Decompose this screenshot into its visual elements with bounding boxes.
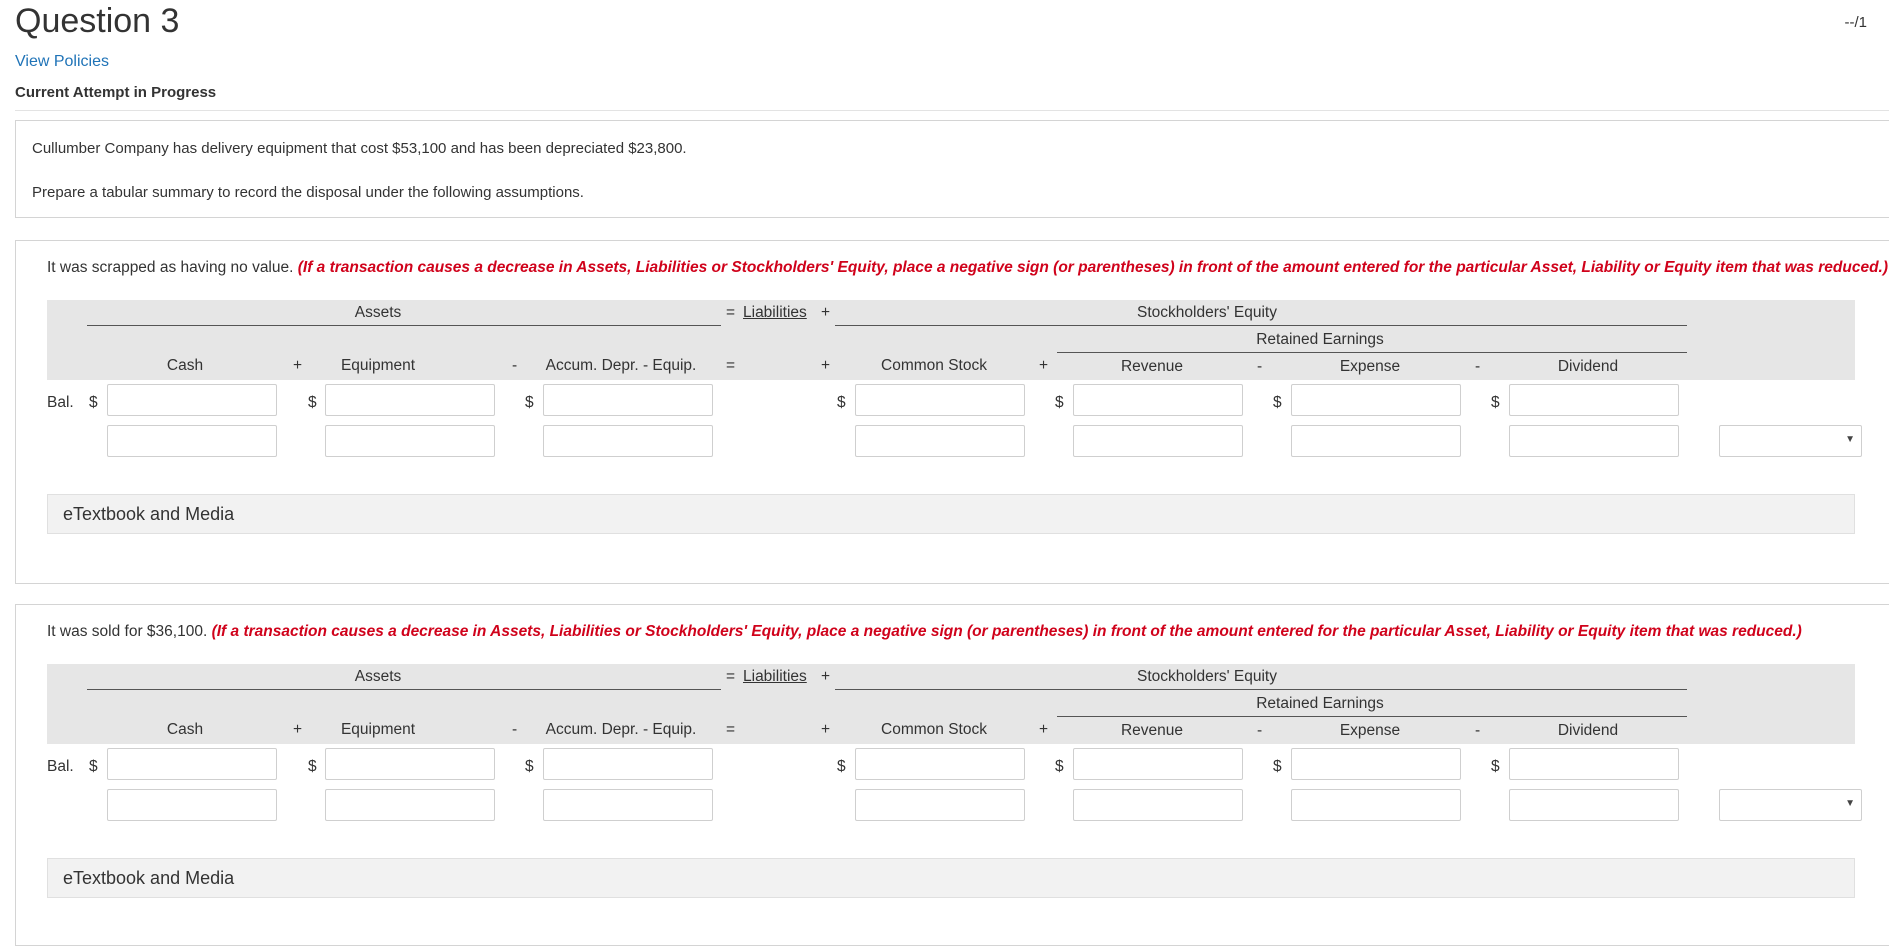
chevron-down-icon: ▼ bbox=[1845, 798, 1855, 809]
etextbook-media-label: eTextbook and Media bbox=[63, 504, 235, 524]
equipment-input[interactable] bbox=[325, 748, 495, 780]
header-cash: Cash bbox=[166, 357, 204, 374]
accum-depr-input[interactable] bbox=[543, 748, 713, 780]
dividend-input[interactable] bbox=[1509, 748, 1679, 780]
header-cash: Cash bbox=[166, 721, 204, 738]
score: --/1 bbox=[1844, 14, 1867, 31]
op-minus: - bbox=[1257, 358, 1263, 375]
view-policies-link[interactable]: View Policies bbox=[15, 53, 109, 70]
revenue-input[interactable] bbox=[1073, 425, 1243, 457]
op-plus: + bbox=[821, 357, 831, 374]
op-plus: + bbox=[293, 721, 303, 738]
header-plus: + bbox=[821, 668, 831, 685]
table-header bbox=[47, 664, 1855, 744]
scenario-text: It was sold for $36,100. bbox=[47, 623, 208, 640]
question-title: Question 3 bbox=[15, 2, 180, 40]
negative-sign-note: (If a transaction causes a decrease in Assets, Liabilities or Stockholders' Equity, place a negative sign (or parentheses) in front of the amount entered for the particular Asset, Liability or Equity item that was reduced.) bbox=[297, 259, 1888, 276]
question-intro bbox=[15, 120, 1889, 218]
header-assets: Assets bbox=[354, 668, 402, 685]
dollar-sign: $ bbox=[1273, 394, 1282, 411]
scenario-text: It was scrapped as having no value. bbox=[47, 259, 294, 276]
header-revenue: Revenue bbox=[1120, 358, 1184, 375]
header-common-stock: Common Stock bbox=[881, 721, 987, 738]
etextbook-media[interactable] bbox=[47, 858, 1855, 898]
header-equals: = bbox=[726, 304, 736, 321]
dollar-sign: $ bbox=[837, 758, 846, 775]
part-1-instruction bbox=[47, 259, 1888, 277]
bal-label: Bal. bbox=[47, 394, 74, 411]
op-plus: + bbox=[821, 721, 831, 738]
assets-underline bbox=[87, 325, 721, 326]
header-equipment: Equipment bbox=[340, 357, 416, 374]
op-plus: + bbox=[293, 357, 303, 374]
equipment-input[interactable] bbox=[325, 789, 495, 821]
dollar-sign: $ bbox=[308, 758, 317, 775]
accum-depr-input[interactable] bbox=[543, 425, 713, 457]
op-minus: - bbox=[1475, 722, 1481, 739]
cash-input[interactable] bbox=[107, 384, 277, 416]
part-1 bbox=[15, 240, 1889, 584]
common-stock-input[interactable] bbox=[855, 748, 1025, 780]
dollar-sign: $ bbox=[89, 394, 98, 411]
account-type-select[interactable] bbox=[1719, 789, 1862, 821]
cash-input[interactable] bbox=[107, 789, 277, 821]
tabular-summary bbox=[47, 664, 1855, 824]
expense-input[interactable] bbox=[1291, 789, 1461, 821]
header-liabilities: Liabilities bbox=[743, 304, 807, 321]
common-stock-input[interactable] bbox=[855, 425, 1025, 457]
cash-input[interactable] bbox=[107, 748, 277, 780]
chevron-down-icon: ▼ bbox=[1845, 434, 1855, 445]
revenue-input[interactable] bbox=[1073, 384, 1243, 416]
attempt-status: Current Attempt in Progress bbox=[15, 84, 217, 101]
header-retained-earnings: Retained Earnings bbox=[1256, 331, 1384, 348]
header-dividend: Dividend bbox=[1557, 358, 1619, 375]
expense-input[interactable] bbox=[1291, 748, 1461, 780]
header-liabilities: Liabilities bbox=[743, 668, 807, 685]
header-stockholders-equity: Stockholders' Equity bbox=[1137, 304, 1277, 321]
op-minus: - bbox=[1257, 722, 1263, 739]
header-dividend: Dividend bbox=[1557, 722, 1619, 739]
dollar-sign: $ bbox=[89, 758, 98, 775]
header-expense: Expense bbox=[1339, 722, 1401, 739]
header-plus: + bbox=[821, 304, 831, 321]
negative-sign-note: (If a transaction causes a decrease in Assets, Liabilities or Stockholders' Equity, place a negative sign (or parentheses) in front of the amount entered for the particular Asset, Liability or Equity item that was reduced.) bbox=[211, 623, 1802, 640]
etextbook-media[interactable] bbox=[47, 494, 1855, 534]
accum-depr-input[interactable] bbox=[543, 384, 713, 416]
dollar-sign: $ bbox=[525, 394, 534, 411]
dollar-sign: $ bbox=[1491, 394, 1500, 411]
op-minus: - bbox=[512, 721, 518, 738]
assets-underline bbox=[87, 689, 721, 690]
etextbook-media-label: eTextbook and Media bbox=[63, 868, 235, 888]
header-revenue: Revenue bbox=[1120, 722, 1184, 739]
header-assets: Assets bbox=[354, 304, 402, 321]
dividend-input[interactable] bbox=[1509, 789, 1679, 821]
re-underline bbox=[1057, 716, 1687, 717]
se-underline bbox=[835, 689, 1687, 690]
se-underline bbox=[835, 325, 1687, 326]
part-2-instruction bbox=[47, 623, 1802, 641]
expense-input[interactable] bbox=[1291, 384, 1461, 416]
op-minus: - bbox=[512, 357, 518, 374]
revenue-input[interactable] bbox=[1073, 789, 1243, 821]
op-plus: + bbox=[1039, 721, 1049, 738]
account-type-select[interactable] bbox=[1719, 425, 1862, 457]
dollar-sign: $ bbox=[837, 394, 846, 411]
op-minus: - bbox=[1475, 358, 1481, 375]
header-accum-depr: Accum. Depr. - Equip. bbox=[545, 721, 697, 738]
re-underline bbox=[1057, 352, 1687, 353]
dollar-sign: $ bbox=[1055, 758, 1064, 775]
equipment-input[interactable] bbox=[325, 425, 495, 457]
header-equals: = bbox=[726, 668, 736, 685]
header-equipment: Equipment bbox=[340, 721, 416, 738]
header-accum-depr: Accum. Depr. - Equip. bbox=[545, 357, 697, 374]
op-plus: + bbox=[1039, 357, 1049, 374]
part-2 bbox=[15, 604, 1889, 946]
op-equals: = bbox=[726, 721, 736, 738]
equipment-input[interactable] bbox=[325, 384, 495, 416]
bal-label: Bal. bbox=[47, 758, 74, 775]
cash-input[interactable] bbox=[107, 425, 277, 457]
header-expense: Expense bbox=[1339, 358, 1401, 375]
intro-line-1: Cullumber Company has delivery equipment that cost $53,100 and has been depreciated $23,800. bbox=[32, 140, 687, 157]
header-stockholders-equity: Stockholders' Equity bbox=[1137, 668, 1277, 685]
dollar-sign: $ bbox=[525, 758, 534, 775]
header-retained-earnings: Retained Earnings bbox=[1256, 695, 1384, 712]
dividend-input[interactable] bbox=[1509, 425, 1679, 457]
table-header bbox=[47, 300, 1855, 380]
divider bbox=[15, 110, 1889, 111]
dividend-input[interactable] bbox=[1509, 384, 1679, 416]
header-common-stock: Common Stock bbox=[881, 357, 987, 374]
common-stock-input[interactable] bbox=[855, 789, 1025, 821]
expense-input[interactable] bbox=[1291, 425, 1461, 457]
dollar-sign: $ bbox=[1055, 394, 1064, 411]
dollar-sign: $ bbox=[1273, 758, 1282, 775]
dollar-sign: $ bbox=[308, 394, 317, 411]
common-stock-input[interactable] bbox=[855, 384, 1025, 416]
accum-depr-input[interactable] bbox=[543, 789, 713, 821]
op-equals: = bbox=[726, 357, 736, 374]
revenue-input[interactable] bbox=[1073, 748, 1243, 780]
intro-line-2: Prepare a tabular summary to record the disposal under the following assumptions. bbox=[32, 184, 584, 201]
tabular-summary bbox=[47, 300, 1855, 460]
dollar-sign: $ bbox=[1491, 758, 1500, 775]
